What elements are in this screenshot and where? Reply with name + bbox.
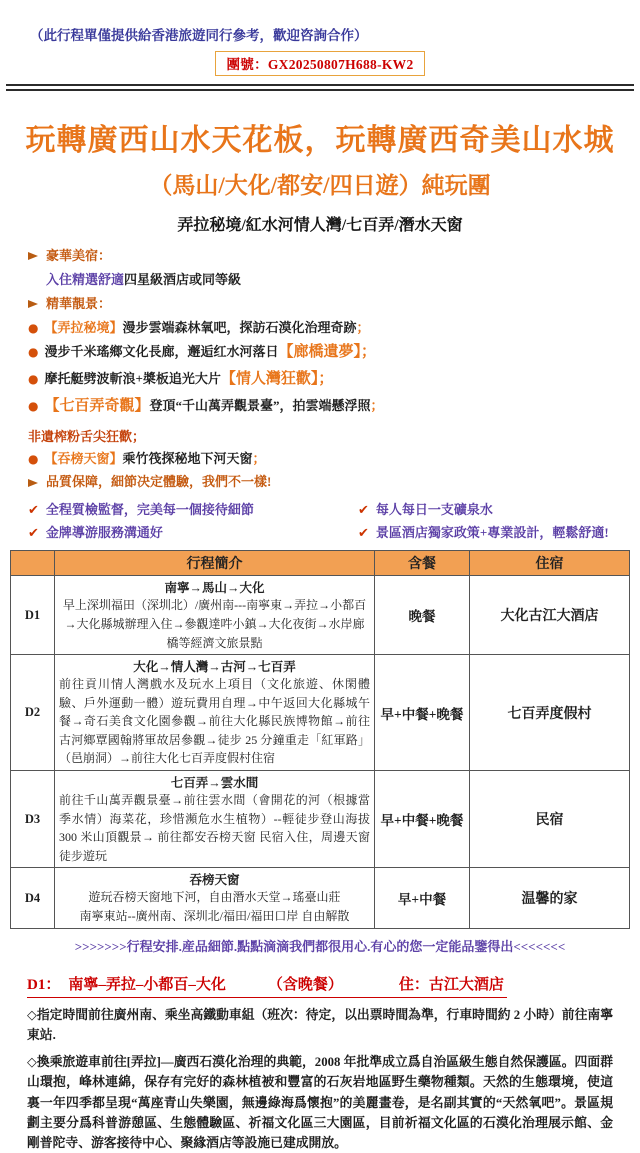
check-icon: ✔ (358, 526, 369, 542)
table-row (11, 868, 630, 928)
check-label: 景區酒店獨家政策+專業設計，輕鬆舒適! (375, 525, 609, 541)
agent-notice: （此行程單僅提供給香港旅遊同行參考，歡迎咨詢合作） (30, 28, 368, 43)
check-item (358, 499, 612, 518)
table-row (11, 655, 630, 771)
day1-label: D1： (27, 976, 61, 993)
triangle-icon (28, 300, 38, 308)
meals-cell: 晚餐 (375, 576, 470, 655)
stay-cell: 七百弄度假村 (470, 655, 630, 771)
intangible-heritage-line: 非遺榨粉舌尖狂歡； (28, 428, 146, 444)
route-desc: 早上深圳福田（深圳北）/廣州南---南寧東→弄拉→小都百→大化縣城辦理入住→參觀達吽小鎮→大化夜街→水岸廊橋等經濟文旅景點 (62, 598, 367, 650)
bullet-tail: 【情人灣狂歡】； (220, 371, 334, 388)
check-icon: ✔ (28, 503, 39, 519)
day1-paragraph-1: ◇指定時間前往廣州南、乘坐高鐵動車組（班次：待定，以出票時間為準，行車時間約 2 小時）前往南寧東站. (27, 1007, 613, 1042)
stay-column-header: 住宿 (470, 551, 630, 576)
feature-bullet (28, 450, 612, 469)
check-item (28, 499, 358, 518)
meals-cell: 早+中餐+晚餐 (375, 771, 470, 868)
bullet-dot-icon: ● (28, 398, 39, 413)
route-line: 七百弄→雲水間 (170, 776, 259, 791)
quality-header: 品質保障，細節决定體驗，我們不一樣! (46, 474, 272, 490)
bullet-tail: 【廊橋遺夢】； (278, 344, 377, 361)
day1-route: 南寧–弄拉–小都百–大化 (68, 976, 226, 993)
day1-stay: 住：古江大酒店 (398, 976, 504, 993)
group-number-code: GX20250807H688-KW2 (267, 57, 414, 72)
lodging-detail-rest: 四星級酒店或同等級 (124, 271, 242, 287)
bullet-dot-icon: ● (28, 451, 39, 466)
check-label: 每人每日一支礦泉水 (375, 502, 493, 518)
meals-cell: 早+中餐+晚餐 (375, 655, 470, 771)
double-horizontal-rule (6, 84, 634, 91)
lodging-detail-highlight: 入住精選舒適 (46, 271, 125, 287)
bullet-tail: ； (252, 450, 266, 466)
bullet-tail: ； (356, 319, 370, 335)
check-item (358, 522, 612, 541)
triangle-icon (28, 479, 38, 487)
care-tagline: >>>>>>>行程安排.産品細節.點點滴滴我們都很用心.有心的您一定能品鑒得出<<<<<<< (74, 938, 566, 954)
intro-cell (55, 771, 375, 868)
bullet-dot-icon: ● (28, 320, 39, 335)
day-cell: D3 (11, 771, 55, 868)
meals-cell: 早+中餐 (375, 868, 470, 928)
day-cell: D4 (11, 868, 55, 928)
route-desc: 前往貢川情人灣戲水及玩水上項目（文化旅遊、休閑體驗、戶外運動一體）遊玩費用自理→中午返回大化縣城午餐→奇石美食文化園參觀→前往大化縣民族博物館→前往古河鄉覃國翰將軍故居參觀→徒步 25 分鐘重走「紅軍路」（邑崩洞）→前往大化七百弄度假村住宿 (59, 677, 370, 766)
lodging-header: 豪華美宿： (46, 248, 112, 263)
page-title: 玩轉廣西山水天花板，玩轉廣西奇美山水城 (25, 124, 615, 157)
check-icon: ✔ (358, 503, 369, 519)
bullet-dot-icon: ● (28, 345, 39, 360)
scenery-header-row (28, 295, 612, 314)
check-item (28, 522, 358, 541)
check-label: 全程質檢監督，完美每一個接待細節 (45, 502, 254, 518)
bullet-body: 摩托艇劈波斬浪+槳板追光大片 (44, 371, 221, 387)
table-header-row (11, 551, 630, 576)
stay-cell: 民宿 (470, 771, 630, 868)
stay-cell: 温馨的家 (470, 868, 630, 928)
intro-column-header: 行程簡介 (55, 551, 375, 576)
stay-cell: 大化古江大酒店 (470, 576, 630, 655)
route-desc: 遊玩吞榜天窗地下河，自由潛水天堂→瑤臺山莊 (88, 890, 341, 905)
day1-meal: （含晚餐） (267, 976, 343, 993)
intro-cell (55, 655, 375, 771)
check-label: 金牌導游服務溝通好 (45, 525, 163, 541)
features-section (28, 247, 612, 541)
route-line: 大化→情人灣→古河→七百弄 (133, 660, 296, 675)
bullet-tail: ； (370, 397, 384, 413)
table-row (11, 576, 630, 655)
quality-header-row (28, 473, 612, 492)
group-number-box (215, 51, 424, 76)
route-line: 南寧→馬山→大化 (164, 581, 265, 596)
intro-cell (55, 868, 375, 928)
group-number-label: 團號： (226, 57, 268, 72)
group-number-line (0, 51, 640, 76)
feature-bullet (28, 342, 612, 364)
page-subtitle: （馬山/大化/都安/四日遊）純玩團 (149, 173, 491, 198)
intro-cell (55, 576, 375, 655)
feature-bullet (28, 396, 612, 418)
meals-column-header: 含餐 (375, 551, 470, 576)
table-row (11, 771, 630, 868)
feature-bullet (28, 369, 612, 391)
scenery-header: 精華靚景： (46, 295, 112, 311)
day-cell: D2 (11, 655, 55, 771)
day-cell: D1 (11, 576, 55, 655)
bullet-dot-icon: ● (28, 372, 39, 387)
route-desc-2: 南寧東站--廣州南、深圳北/福田/福田口岸 自由解散 (79, 909, 350, 924)
lodging-header-row (28, 247, 612, 266)
lodging-detail-row (46, 271, 612, 290)
bullet-body: 漫步千米瑤鄉文化長廊，邂逅红水河落日 (44, 344, 279, 360)
highlight-spots-line: 弄拉秘境/紅水河情人灣/七百弄/潛水天窗 (177, 217, 463, 234)
check-icon: ✔ (28, 526, 39, 542)
day1-heading (27, 973, 507, 998)
bullet-lead: 【吞榜天窗】 (44, 450, 123, 466)
itinerary-table (10, 550, 630, 928)
bullet-body: 乘竹筏探秘地下河天窗 (122, 450, 253, 466)
route-line: 吞榜天窗 (189, 873, 240, 888)
day1-detail-section (27, 973, 613, 1153)
route-desc: 前往千山萬弄觀景臺→前往雲水間（會開花的河（根據當季水情）海菜花，珍惜瀕危水生植物）--輕徒步登山海拔 300 米山頂觀景→ 前往都安吞榜天窗 民宿入住，周邊天窗徒步遊玩 (59, 793, 370, 863)
bullet-lead: 【七百弄奇觀】 (44, 397, 150, 414)
bullet-body: 登頂“千山萬弄觀景臺”，拍雲端懸浮照 (149, 397, 371, 413)
feature-bullet (28, 319, 612, 338)
triangle-icon (28, 252, 38, 260)
bullet-body: 漫步雲端森林氧吧，探訪石漠化治理奇跡 (122, 319, 357, 335)
day-column-header (11, 551, 55, 576)
quality-checklist (28, 495, 612, 541)
day1-paragraph-2: ◇換乘旅遊車前往[弄拉]—廣西石漠化治理的典範，2008 年批準成立爲自治區級生態自然保護區。四面群山環抱，峰林連綿，保存有完好的森林植被和豐富的石灰岩地區野生藥物種類。天然的生態環境，使這裏一年四季都呈現“萬座青山失樂園，無邊綠海爲懷抱”的美麗畫卷，是名副其實的“天然氧吧”。景區規劃主要分爲科普游憩區、生態體驗區、祈福文化區三大園區，目前祈福文化區的石漠化治理展示館、金剛普陀寺、游客接待中心、聚緣酒店等設施已建成開放。 (27, 1055, 613, 1150)
bullet-lead: 【弄拉秘境】 (44, 319, 123, 335)
